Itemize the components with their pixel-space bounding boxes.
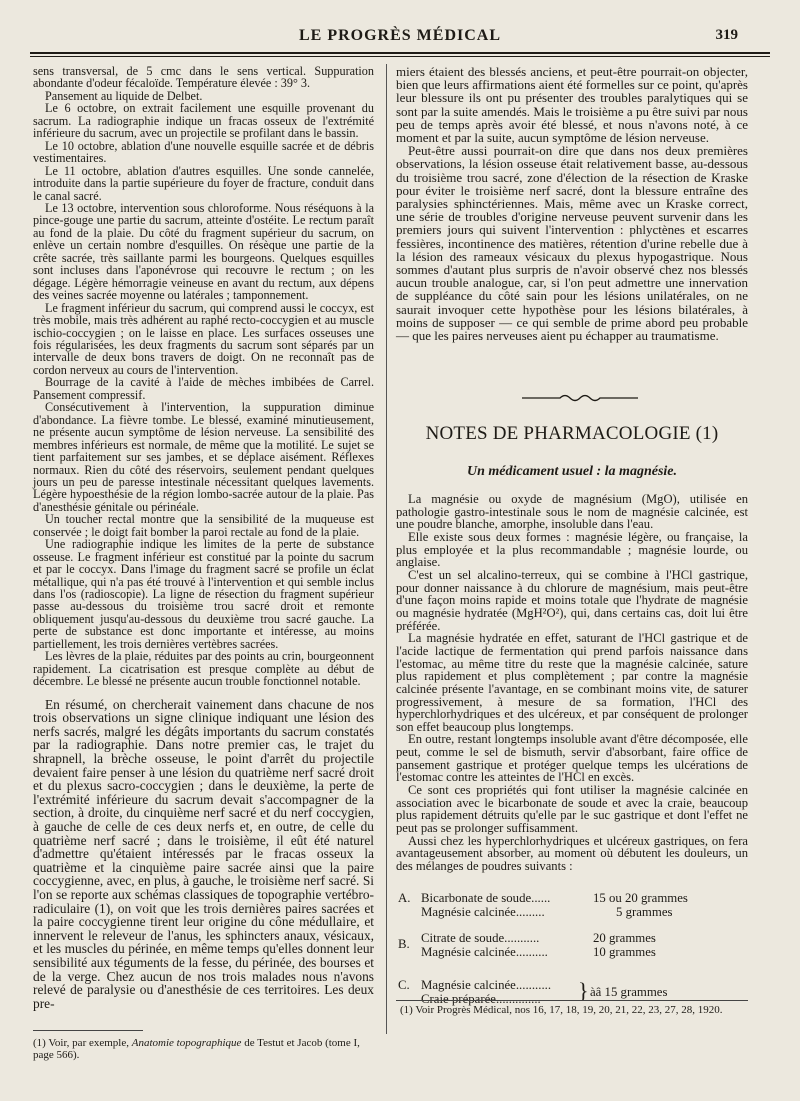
page-header [0, 27, 800, 49]
formula-quantity: 5 grammes [616, 905, 673, 919]
case-paragraph: Une radiographie indique les limites de la perte de substance osseuse. Le fragment inférieur est constitué par la pointe du sacrum et par le coccyx. Dans l'image du fragment sacré se profile un éclat métallique, qui n'a pas été trouvé à l'intervention et qui semble inclus dans l'os (radioscopie). La ligne de résection du fragment supérieur passe au-dessous du troisième trou sacré droit et remonte obliquement jusqu'au-dessous du deuxième trou sacré gauche. La perte de substance est donc importante et intéresse, au moins partiellement, les trois dernières vertèbres sacrées. [33, 537, 374, 651]
case-paragraph: Le 13 octobre, intervention sous chloroforme. Nous réséquons à la pince-gouge une partie du sacrum, atteinte d'ostéite. Le rectum paraît au fond de la plaie. Du côté du fragment supérieur du sacrum, on enlève un certain nombre d'esquilles. On résèque une partie de la crête sacrée, très saillante parmi les bourgeons. Quelques esquilles sont incluses dans l'aponévrose qui recouvre le rectum ; on les dégage. Légère hémorragie veineuse en avant du rectum, aux dépens des veines sacrée moyenne ou latérales ; tamponnement. [33, 200, 374, 303]
pharm-paragraph: La magnésie hydratée en effet, saturant de l'HCl gastrique et de l'acide lactique de fermentation qui prend parfois naissance dans l'estomac, au même titre du reste que la magnésie calcinée, sature plus rapidement et plus complètement ; par contre la magnésie calcinée présente l'avantage, en se combinant moins vite, de saturer progressivement, à mesure de sa formation, l'HCl des hyperchlorhydriques et des ulcéreux, et par conséquent de prolonger son effet beaucoup plus longtemps. [396, 631, 748, 734]
formula-quantity: 10 grammes [593, 945, 656, 959]
case-paragraph: Consécutivement à l'intervention, la suppuration diminue d'abondance. La fièvre tombe. Le blessé, examiné minutieusement, ne présente aucun symptôme de lésion nerveuse. La sensibilité des membres inférieurs est normale, de même que la motilité. Le sujet se tient parfaitement sur ses jambes, et se déplace aisément. Réflexes normaux. Rien du côté des réservoirs, seulement pendant quelques jours un peu de paresse intestinale nécessitant quelques lavements. Légère hypoesthésie de la région lombo-sacrée autour de la plaie. Pas d'anesthésie génitale ou périnéale. [33, 400, 374, 514]
page-number: 319 [715, 27, 738, 43]
case-paragraph: sens transversal, de 5 cmc dans le sens vertical. Suppuration abondante d'odeur fécaloïde. Température élevée : 39° 3. [33, 64, 374, 91]
formula-ingredient: Magnésie calcinée.......... [421, 945, 548, 959]
case-paragraph: Le 10 octobre, ablation d'une nouvelle esquille sacrée et de débris vestimentaires. [33, 138, 374, 166]
formula-quantity: 15 ou 20 grammes [593, 891, 688, 905]
left-footnote [33, 1037, 374, 1061]
pharm-paragraph: Elle existe sous deux formes : magnésie légère, ou française, la plus employée et la plus recommandable ; magnésie lourde, ou anglaise. [396, 529, 748, 570]
header-rule-thin [30, 56, 770, 57]
section-title: NOTES DE PHARMACOLOGIE (1) [425, 423, 719, 444]
pharm-paragraph: En outre, restant longtemps insoluble avant d'être décomposée, elle peut, comme le sel de bismuth, servir d'absorbant, faire office de pansement gastrique et protéger quelque temps les ulcérations de l'estomac contre les atteintes de l'HCl en excès. [396, 732, 748, 785]
continuation-paragraph: Peut-être aussi pourrait-on dire que dans nos deux premières observations, la lésion osseuse était relativement basse, au-dessous du troisième trou sacré, zone d'élection de la résection de Kraske pour éviter le troisième nerf sacré, dont la blessure entraîne des paralysies sphinctériennes. Mais, même avec un Kraske correct, une série de troubles d'origine nerveuse peuvent survenir dans les premiers jours qui suivent l'intervention : phlyctènes et escarres fessières, incontinence des matières, rétention d'urine rebelle due à la lésion des rameaux vésicaux du plexus hypogastrique. Nous sommes d'autant plus surpris de n'avoir observé chez nos blessés aucun trouble analogue, car, si l'on peut admettre une innervation de suppléance du côté sain pour les lésions unilatérales, on ne saurait invoquer cette hypothèse pour les lésions bilatérales, à moins de supposer — ce qui semble de prime abord peu probable — que les paires nerveuses aient pu échapper au traumatisme. [396, 143, 748, 344]
formula-letter: B. [398, 937, 410, 951]
formula-quantity: àâ 15 grammes [590, 985, 668, 999]
formula-ingredient: Craie préparée.............. [421, 992, 541, 1006]
case-paragraph: Les lèvres de la plaie, réduites par des points au crin, bourgeonnent rapidement. La cicatrisation est presque complète au début de décembre. Le blessé ne présente aucun trouble fonctionnel notable. [33, 649, 374, 689]
formula-b [396, 931, 748, 967]
right-column [396, 65, 748, 342]
section-subtitle: Un médicament usuel : la magnésie. [467, 464, 677, 479]
case-paragraph: Un toucher rectal montre que la sensibilité de la muqueuse est conservée ; le doigt fait bomber la paroi rectale au fond de la plaie. [33, 512, 374, 539]
formula-quantity: 20 grammes [593, 931, 656, 945]
footnote-text: (1) Voir, par exemple, [33, 1037, 132, 1049]
footnote-text-end: de Testut et Jacob (tome I, page 566). [33, 1037, 360, 1061]
ornament-divider [520, 391, 640, 405]
formula-ingredient: Bicarbonate de soude...... [421, 891, 551, 905]
pharmacology-text [396, 493, 748, 873]
pharm-paragraph: C'est un sel alcalino-terreux, qui se combine à l'HCl gastrique, pour donner naissance à du chlorure de magnésium, mais peut-être d'une façon moins rapide et moins totale que l'hydrate de magnésie ou magnésie hydratée (MgH²O²), qui, dans certains cas, doit lui être préférée. [396, 567, 748, 633]
formula-ingredient: Magnésie calcinée......... [421, 905, 545, 919]
footnote-rule [396, 1000, 748, 1001]
left-column [33, 65, 374, 1010]
pharm-paragraph: Aussi chez les hyperchlorhydriques et ulcéreux gastriques, on fera avantageusement absorber, au moment où débutent les douleurs, un des mélanges de poudres suivants : [396, 833, 748, 874]
case-paragraph: Le 6 octobre, on extrait facilement une esquille provenant du sacrum. La radiographie indique un fracas osseux de l'extrémité inférieure du sacrum, avec un projectile se profilant dans le bassin. [33, 101, 374, 141]
column-divider [386, 64, 387, 1034]
brace: } [578, 978, 589, 1003]
formula-ingredient: Magnésie calcinée........... [421, 978, 552, 992]
summary-paragraph: En résumé, on chercherait vainement dans chacune de nos trois observations un signe clinique indiquant une lésion des nerfs sacrés, malgré les dégâts importants du sacrum constatés par la radiographie. Dans notre premier cas, le trajet du shrapnell, la brèche osseuse, le point d'arrêt du projectile devaient faire penser à une lésion du quatrième nerf sacré droit et du plexus sacro-coccygien ; dans le deuxième, la perte de l'extrémité inférieure du sacrum devait s'accompagner de la section, à droite, du cinquième nerf sacré et du nerf coccygien, à gauche de celle de ces deux nerfs et, en outre, de celle du quatrième nerf sacré ; dans le troisième, il eût été naturel d'admettre qu'étaient intéressés par le fracas osseux la quatrième et la cinquième paire sacrée ainsi que la paire coccygienne, avec, en plus, à gauche, le troisième nerf sacré. Si l'on se reporte aux schémas classiques de topographie vertébro-radiculaire (1), on voit que les trois dernières paires sacrées et la paire coccygienne tirent leur origine du cône médullaire, et innervent le releveur de l'anus, les sphincters anaux, vésicaux, et les muscles du périnée, en même temps qu'elles donnent leur sensibilité aux téguments de la fesse, du périnée, des bourses et de la verge. Chez aucun de nos trois malades nous n'avons relevé de paralysie ou d'anesthésie de ces territoires. Les deux pre- [33, 696, 374, 1011]
case-paragraph: Pansement au liquide de Delbet. [45, 88, 203, 103]
formula-ingredient: Citrate de soude........... [421, 931, 540, 945]
case-paragraph: Le fragment inférieur du sacrum, qui comprend aussi le coccyx, est très mobile, mais très adhérent au raphé recto-coccygien et au muscle ischio-coccygien ; on le laisse en place. Les surfaces osseuses une fois régularisées, les deux fragments du sacrum sont séparés par un intervalle de deux bons travers de doigt. On ne reconnaît pas de cordon nerveux au cours de l'intervention. [33, 300, 374, 377]
journal-title: LE PROGRÈS MÉDICAL [298, 27, 502, 44]
continuation-paragraph: miers étaient des blessés anciens, et peut-être pourrait-on objecter, bien que leurs affirmations aient été formelles sur ce point, qu'après leur blessure ils ont pu présenter des troubles paralytiques qui se sont par la suite amendés. Mais le troisième a pu être suivi par nous peu de temps après avoir été blessé, et nous n'avons noté, à ce moment et par la suite, aucun symptôme de lésion nerveuse. [396, 64, 748, 146]
right-footnote: (1) Voir Progrès Médical, nos 16, 17, 18, 19, 20, 21, 22, 23, 27, 28, 1920. [400, 1004, 723, 1016]
formula-letter: A. [398, 891, 411, 905]
case-paragraph: Le 11 octobre, ablation d'autres esquilles. Une sonde cannelée, introduite dans la partie supérieure du foyer de fracture, conduit dans le canal sacré. [33, 163, 374, 203]
pharm-paragraph: Ce sont ces propriétés qui font utiliser la magnésie calcinée en association avec le bicarbonate de soude et avec la craie, beaucoup plus rapidement détruits qu'elle par le suc gastrique et dont l'effet ne peut pas se prolonger suffisamment. [396, 783, 748, 836]
case-paragraph: Bourrage de la cavité à l'aide de mèches imbibées de Carrel. Pansement compressif. [33, 375, 374, 402]
pharm-paragraph: La magnésie ou oxyde de magnésium (MgO), utilisée en pathologie gastro-intestinale sous le nom de magnésie calcinée, est une poudre blanche, amorphe, insoluble dans l'eau. [396, 492, 748, 532]
formula-letter: C. [398, 978, 410, 992]
footnote-book-title: Anatomie topographique [131, 1037, 242, 1049]
header-rule [30, 52, 770, 54]
footnote-rule [33, 1030, 143, 1031]
formula-a [396, 891, 748, 921]
